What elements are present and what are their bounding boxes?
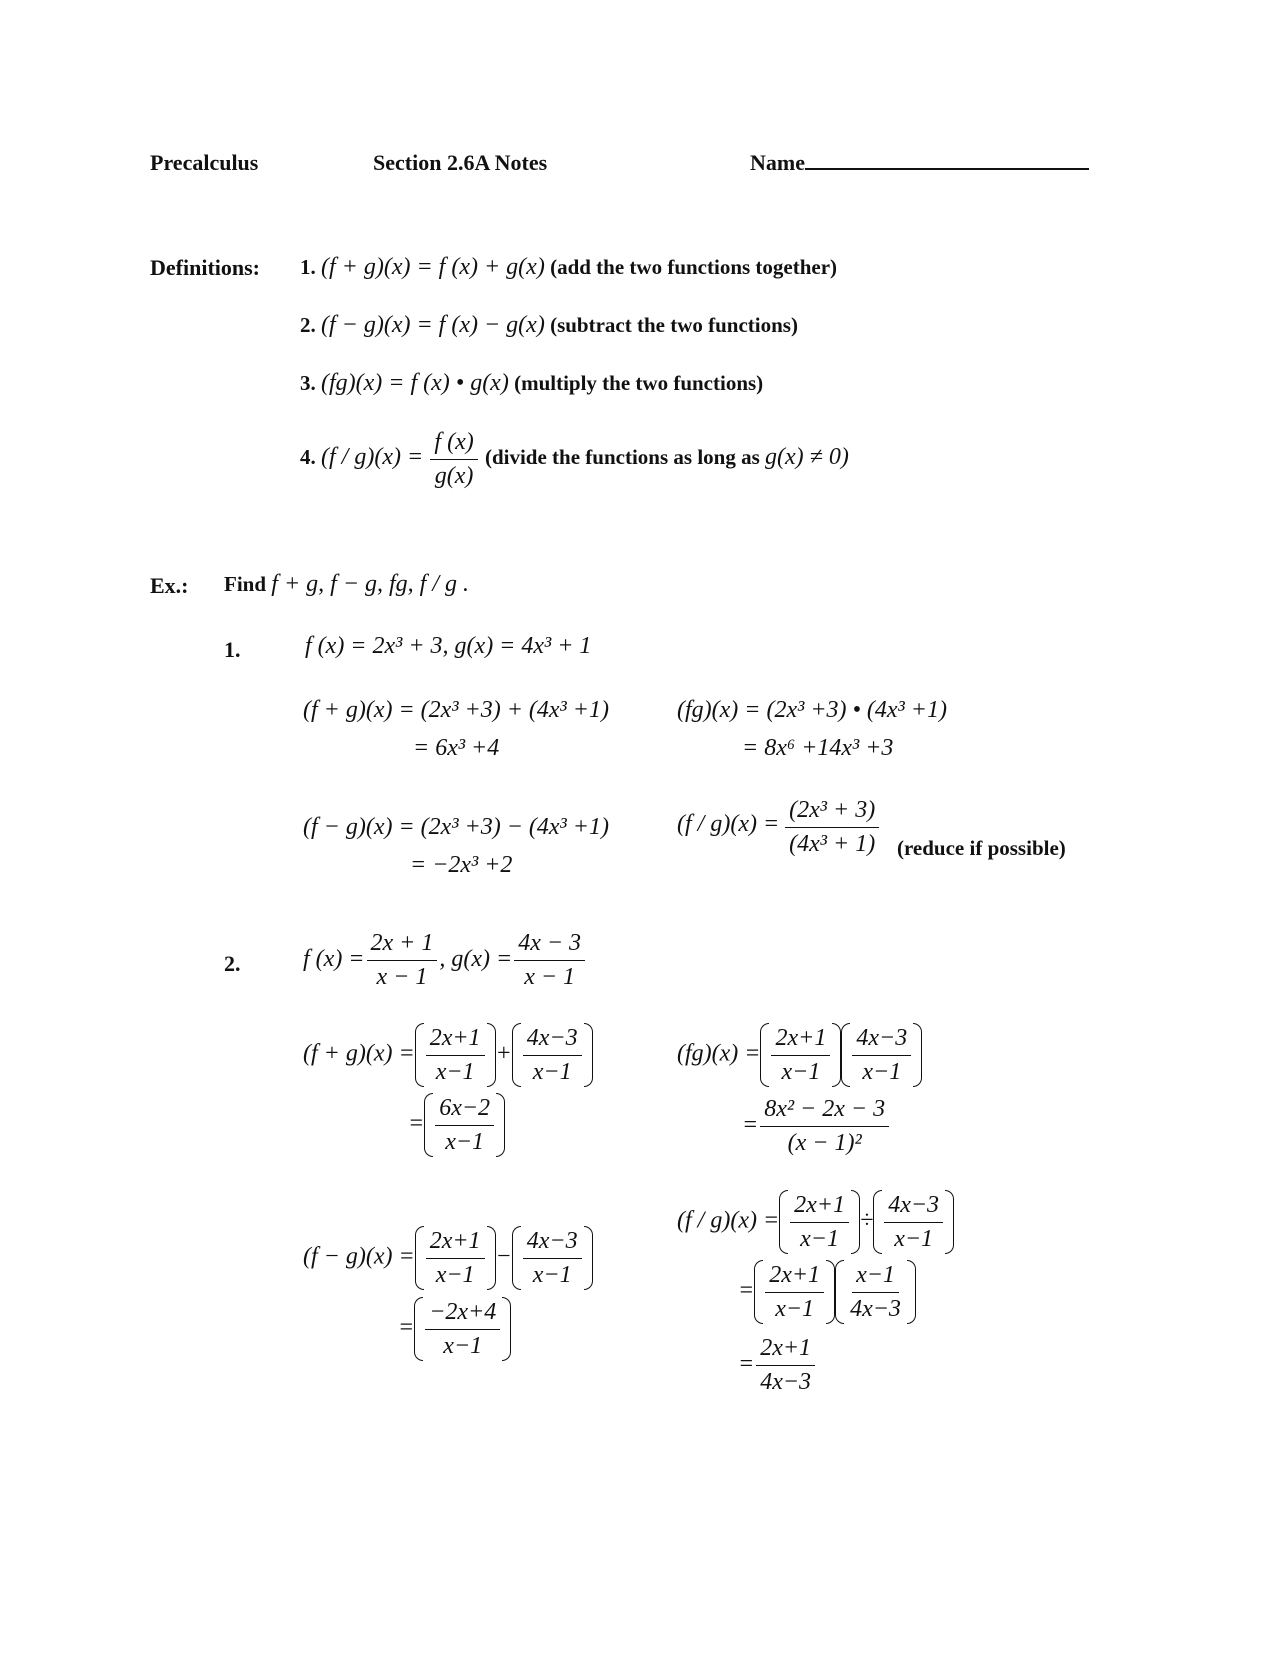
quot-lhs: (f / g)(x) = — [677, 1207, 780, 1234]
numerator: −2x+4 — [425, 1298, 500, 1330]
definition-note: (multiply the two functions) — [514, 371, 764, 395]
fraction — [430, 428, 477, 491]
numerator: 4x−3 — [523, 1024, 582, 1056]
equals: = — [738, 1277, 755, 1304]
paren-group — [415, 1226, 496, 1290]
denominator: x−1 — [862, 1058, 902, 1085]
numerator: 4x − 3 — [514, 929, 585, 961]
numerator: 4x−3 — [852, 1024, 911, 1056]
prod-lhs: (fg)(x) = — [677, 1040, 761, 1067]
fraction — [425, 1298, 500, 1361]
paren-group — [512, 1226, 593, 1290]
numerator: x−1 — [852, 1261, 899, 1293]
numerator: 2x+1 — [426, 1227, 485, 1259]
fraction — [852, 1024, 911, 1087]
fraction — [765, 1261, 824, 1324]
ex1-diff-line1: (f − g)(x) = (2x³ +3) − (4x³ +1) — [303, 814, 609, 840]
denominator: x−1 — [435, 1261, 475, 1288]
quotient-lhs: (f / g)(x) = — [677, 810, 780, 837]
equals: = — [738, 1350, 755, 1377]
ex1-sum-line2: = 6x³ +4 — [413, 735, 500, 761]
ex2-diff — [303, 1226, 593, 1290]
equals: = — [742, 1111, 759, 1138]
f-lhs: f (x) = — [303, 945, 365, 972]
paren-group — [415, 1023, 496, 1087]
denominator: x−1 — [443, 1332, 483, 1359]
definition-formula: (f / g)(x) = — [321, 444, 424, 471]
example-2-number: 2. — [224, 951, 241, 976]
find-label: Find — [224, 572, 267, 596]
equals: = — [398, 1314, 415, 1341]
paren-group — [414, 1297, 511, 1361]
numerator: 4x−3 — [523, 1227, 582, 1259]
fraction — [514, 929, 585, 992]
definition-note: (add the two functions together) — [550, 255, 838, 279]
definition-formula: (fg)(x) = f (x) • g(x) — [321, 370, 509, 396]
fraction — [790, 1191, 849, 1254]
definition-number: 2. — [300, 313, 316, 337]
name-line — [750, 150, 1089, 176]
definition-1 — [300, 254, 837, 281]
definition-number: 3. — [300, 371, 316, 395]
operator: + — [495, 1040, 512, 1067]
denominator: x − 1 — [524, 963, 576, 990]
definition-formula: (f − g)(x) = f (x) − g(x) — [321, 312, 545, 338]
denominator: x−1 — [445, 1128, 485, 1155]
denominator: 4x−3 — [760, 1368, 812, 1395]
definitions-label: Definitions: — [150, 255, 260, 280]
paren-group — [754, 1260, 835, 1324]
ex2-sum — [303, 1023, 593, 1087]
course-title: Precalculus — [150, 150, 259, 175]
numerator: 2x+1 — [426, 1024, 485, 1056]
numerator: 2x+1 — [790, 1191, 849, 1223]
fraction — [367, 929, 438, 992]
ex1-prod-line1: (fg)(x) = (2x³ +3) • (4x³ +1) — [677, 697, 947, 723]
paren-group — [835, 1260, 916, 1324]
fraction — [426, 1024, 485, 1087]
fraction — [435, 1094, 494, 1157]
fraction — [756, 1334, 815, 1397]
ex1-sum-line1: (f + g)(x) = (2x³ +3) + (4x³ +1) — [303, 697, 609, 723]
g-lhs: , g(x) = — [439, 945, 513, 972]
ex2-sum-result — [408, 1093, 505, 1157]
numerator: 8x² − 2x − 3 — [760, 1095, 889, 1127]
denominator: 4x−3 — [850, 1295, 901, 1322]
definition-3 — [300, 370, 763, 397]
denominator: x−1 — [532, 1058, 572, 1085]
numerator: (2x³ + 3) — [785, 796, 879, 828]
denominator: x−1 — [435, 1058, 475, 1085]
diff-lhs: (f − g)(x) = — [303, 1243, 415, 1270]
definition-number: 1. — [300, 255, 316, 279]
ex2-diff-result — [398, 1297, 511, 1361]
paren-group — [779, 1190, 860, 1254]
name-label: Name — [750, 150, 805, 175]
numerator: 2x + 1 — [367, 929, 438, 961]
paren-group — [424, 1093, 505, 1157]
find-expression: f + g, f − g, fg, f / g . — [271, 571, 470, 597]
equals: = — [408, 1110, 425, 1137]
operator: − — [495, 1243, 512, 1270]
ex2-quot — [677, 1190, 954, 1254]
example-1-given: f (x) = 2x³ + 3, g(x) = 4x³ + 1 — [305, 633, 592, 659]
fraction — [426, 1227, 485, 1290]
denominator: x−1 — [894, 1225, 934, 1252]
denominator: x−1 — [800, 1225, 840, 1252]
definition-formula: (f + g)(x) = f (x) + g(x) — [321, 254, 545, 280]
definition-note: (divide the functions as long as — [484, 445, 760, 470]
denominator: g(x) — [434, 462, 474, 489]
find-line — [224, 571, 469, 598]
ex1-prod-line2: = 8x⁶ +14x³ +3 — [742, 735, 894, 761]
definition-2 — [300, 312, 798, 339]
example-2-given — [303, 929, 587, 992]
section-title: Section 2.6A Notes — [373, 150, 548, 175]
ex2-quot-step2 — [738, 1260, 916, 1324]
ex2-prod-result — [742, 1095, 891, 1158]
fraction — [771, 1024, 830, 1087]
definition-note: (subtract the two functions) — [550, 313, 798, 337]
example-label: Ex.: — [150, 573, 189, 598]
paren-group — [512, 1023, 593, 1087]
paren-group — [873, 1190, 954, 1254]
denominator: (x − 1)² — [787, 1129, 862, 1156]
paren-group — [760, 1023, 841, 1087]
ex1-diff-line2: = −2x³ +2 — [410, 852, 513, 878]
denominator: x−1 — [775, 1295, 815, 1322]
definition-4 — [300, 428, 849, 491]
denominator: (4x³ + 1) — [789, 830, 876, 857]
numerator: 2x+1 — [756, 1334, 815, 1366]
ex1-quotient — [677, 796, 881, 859]
fraction — [523, 1024, 582, 1087]
definition-number: 4. — [300, 445, 316, 470]
denominator: x−1 — [781, 1058, 821, 1085]
fraction — [884, 1191, 943, 1254]
name-field[interactable] — [805, 150, 1089, 170]
definition-condition: g(x) ≠ 0) — [765, 444, 849, 471]
numerator: 2x+1 — [765, 1261, 824, 1293]
paren-group — [841, 1023, 922, 1087]
denominator: x−1 — [532, 1261, 572, 1288]
numerator: 6x−2 — [435, 1094, 494, 1126]
fraction — [846, 1261, 905, 1324]
fraction — [523, 1227, 582, 1290]
numerator: f (x) — [430, 428, 477, 460]
sum-lhs: (f + g)(x) = — [303, 1040, 415, 1067]
fraction — [785, 796, 879, 859]
denominator: x − 1 — [376, 963, 428, 990]
numerator: 2x+1 — [771, 1024, 830, 1056]
ex1-reduce-note: (reduce if possible) — [897, 836, 1066, 860]
fraction — [760, 1095, 889, 1158]
example-1-number: 1. — [224, 637, 241, 662]
numerator: 4x−3 — [884, 1191, 943, 1223]
ex2-quot-result — [738, 1334, 817, 1397]
operator: ÷ — [860, 1207, 874, 1234]
ex2-prod — [677, 1023, 922, 1087]
